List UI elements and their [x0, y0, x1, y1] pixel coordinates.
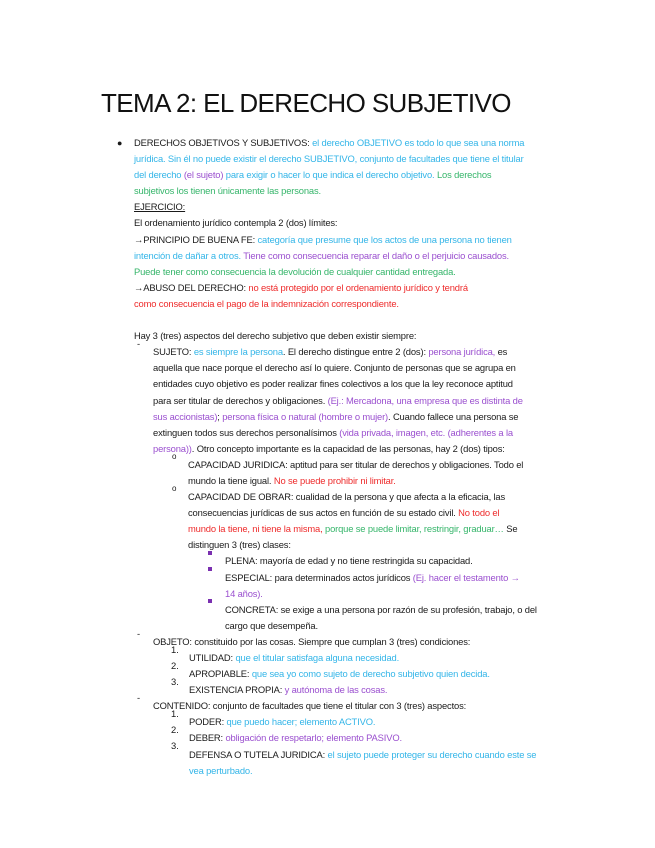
paragraph-line: Hay 3 (tres) aspectos del derecho subjetivo que deben existir siempre: [134, 330, 417, 342]
list-item: CAPACIDAD DE OBRAR: cualidad de la persona y que afecta a la eficacia, las [188, 491, 506, 503]
circle-marker-obrar: o [172, 484, 177, 493]
number-marker-3b: 3. [171, 740, 179, 751]
paragraph-line: El ordenamiento jurídico contempla 2 (dos) límites: [134, 217, 338, 229]
sujeto-block [134, 344, 559, 779]
paragraph-line: entidades cuyo objetivo es poder realizar fines colectivos a los que la ley reconoce aptitud [153, 378, 513, 390]
dash-marker-sujeto: - [137, 338, 141, 349]
bullet-marker: ● [117, 138, 123, 148]
list-item: DEFENSA O TUTELA JURIDICA: el sujeto puede proteger su derecho cuando este se [189, 748, 537, 760]
paragraph-line: del derecho (el sujeto) para exigir o hacer lo que indica el derecho objetivo. Los derechos [134, 169, 492, 181]
list-item: CAPACIDAD JURIDICA: aptitud para ser titular de derechos y obligaciones. Todo el [188, 458, 524, 470]
paragraph-line: mundo la tiene igual. No se puede prohibir ni limitar. [188, 474, 396, 486]
contenido-block [153, 714, 559, 778]
document-body [134, 135, 559, 779]
paragraph-line: aquella que nace porque el derecho así lo quiere. Conjunto de personas que se agrupa en [153, 362, 516, 374]
paragraph-line: 14 años). [225, 587, 263, 599]
number-marker-2: 2. [171, 660, 179, 671]
circle-marker-juridica: o [172, 452, 177, 461]
paragraph-line: subjetivos los tienen únicamente las personas. [134, 185, 321, 197]
dash-marker-contenido: - [137, 692, 141, 703]
number-marker-1: 1. [171, 644, 179, 655]
list-item: ESPECIAL: para determinados actos jurídicos (Ej. hacer el testamento → [225, 571, 520, 583]
paragraph-line: →ABUSO DEL DERECHO: no está protegido por el ordenamiento jurídico y tendrá [134, 281, 468, 293]
paragraph-line: →PRINCIPIO DE BUENA FE: categoría que presume que los actos de una persona no tienen [134, 233, 512, 245]
paragraph-line: mundo la tiene, ni tiene la misma, porque se puede limitar, restringir, graduar… Se [188, 523, 518, 535]
paragraph-line: jurídica. Sin él no puede existir el derecho SUBJETIVO, conjunto de facultades que tiene el titular [134, 153, 524, 165]
list-item: CONCRETA: se exige a una persona por razón de su profesión, trabajo, o del [225, 603, 537, 615]
list-item: OBJETO: constituido por las cosas. Siempre que cumplan 3 (tres) condiciones: [153, 635, 471, 647]
paragraph-line: DERECHOS OBJETIVOS Y SUBJETIVOS: el derecho OBJETIVO es todo lo que sea una norma [134, 137, 525, 148]
paragraph-line: consecuencias jurídicas de sus actos en función de su estado civil. No todo el [188, 507, 500, 519]
list-item: APROPIABLE: que sea yo como sujeto de derecho subjetivo quien decida. [189, 668, 490, 680]
list-item: CONTENIDO: conjunto de facultades que tiene el titular con 3 (tres) aspectos: [153, 700, 467, 712]
objeto-block [153, 650, 559, 698]
paragraph-line: Puede tener como consecuencia la devolución de cualquier cantidad entregada. [134, 265, 456, 277]
list-item: EXISTENCIA PROPIA: y autónoma de las cosas. [189, 684, 388, 696]
list-item: PODER: que puedo hacer; elemento ACTIVO. [189, 716, 376, 728]
clases-block [188, 553, 559, 633]
number-marker-3: 3. [171, 676, 179, 687]
paragraph-line: como consecuencia el pago de la indemnización correspondiente. [134, 297, 399, 309]
list-item: UTILIDAD: que el titular satisfaga alguna necesidad. [189, 652, 400, 663]
number-marker-2b: 2. [171, 724, 179, 735]
paragraph-line: cargo que desempeña. [225, 619, 318, 631]
paragraph-line: distinguen 3 (tres) clases: [188, 539, 291, 551]
list-item: DEBER: obligación de respetarlo; elemento PASIVO. [189, 732, 402, 744]
paragraph-line: sus accionistas); persona física o natural (hombre o mujer). Cuando fallece una persona se [153, 410, 519, 422]
capacidad-block [153, 457, 559, 634]
paragraph-line: intención de dañar a otros. Tiene como consecuencia reparar el daño o el perjuicio causados. [134, 249, 509, 261]
paragraph-line: persona)). Otro concepto importante es la capacidad de las personas, hay 2 (dos) tipos: [153, 442, 505, 454]
paragraph-line: para ser titular de derechos y obligaciones. (Ej.: Mercadona, una empresa que es distinta de [153, 394, 523, 406]
dash-marker-objeto: - [137, 628, 141, 639]
list-item: SUJETO: es siempre la persona. El derecho distingue entre 2 (dos): persona jurídica, es [153, 346, 508, 358]
section-heading: EJERCICIO: [134, 201, 186, 213]
paragraph-line: extinguen todos sus derechos personalísimos (vida privada, imagen, etc. (adherentes a la [153, 426, 513, 438]
page-title: TEMA 2: EL DERECHO SUBJETIVO [101, 88, 511, 118]
paragraph-line: vea perturbado. [189, 764, 253, 776]
list-item: PLENA: mayoría de edad y no tiene restringida su capacidad. [225, 555, 473, 567]
number-marker-1b: 1. [171, 708, 179, 719]
